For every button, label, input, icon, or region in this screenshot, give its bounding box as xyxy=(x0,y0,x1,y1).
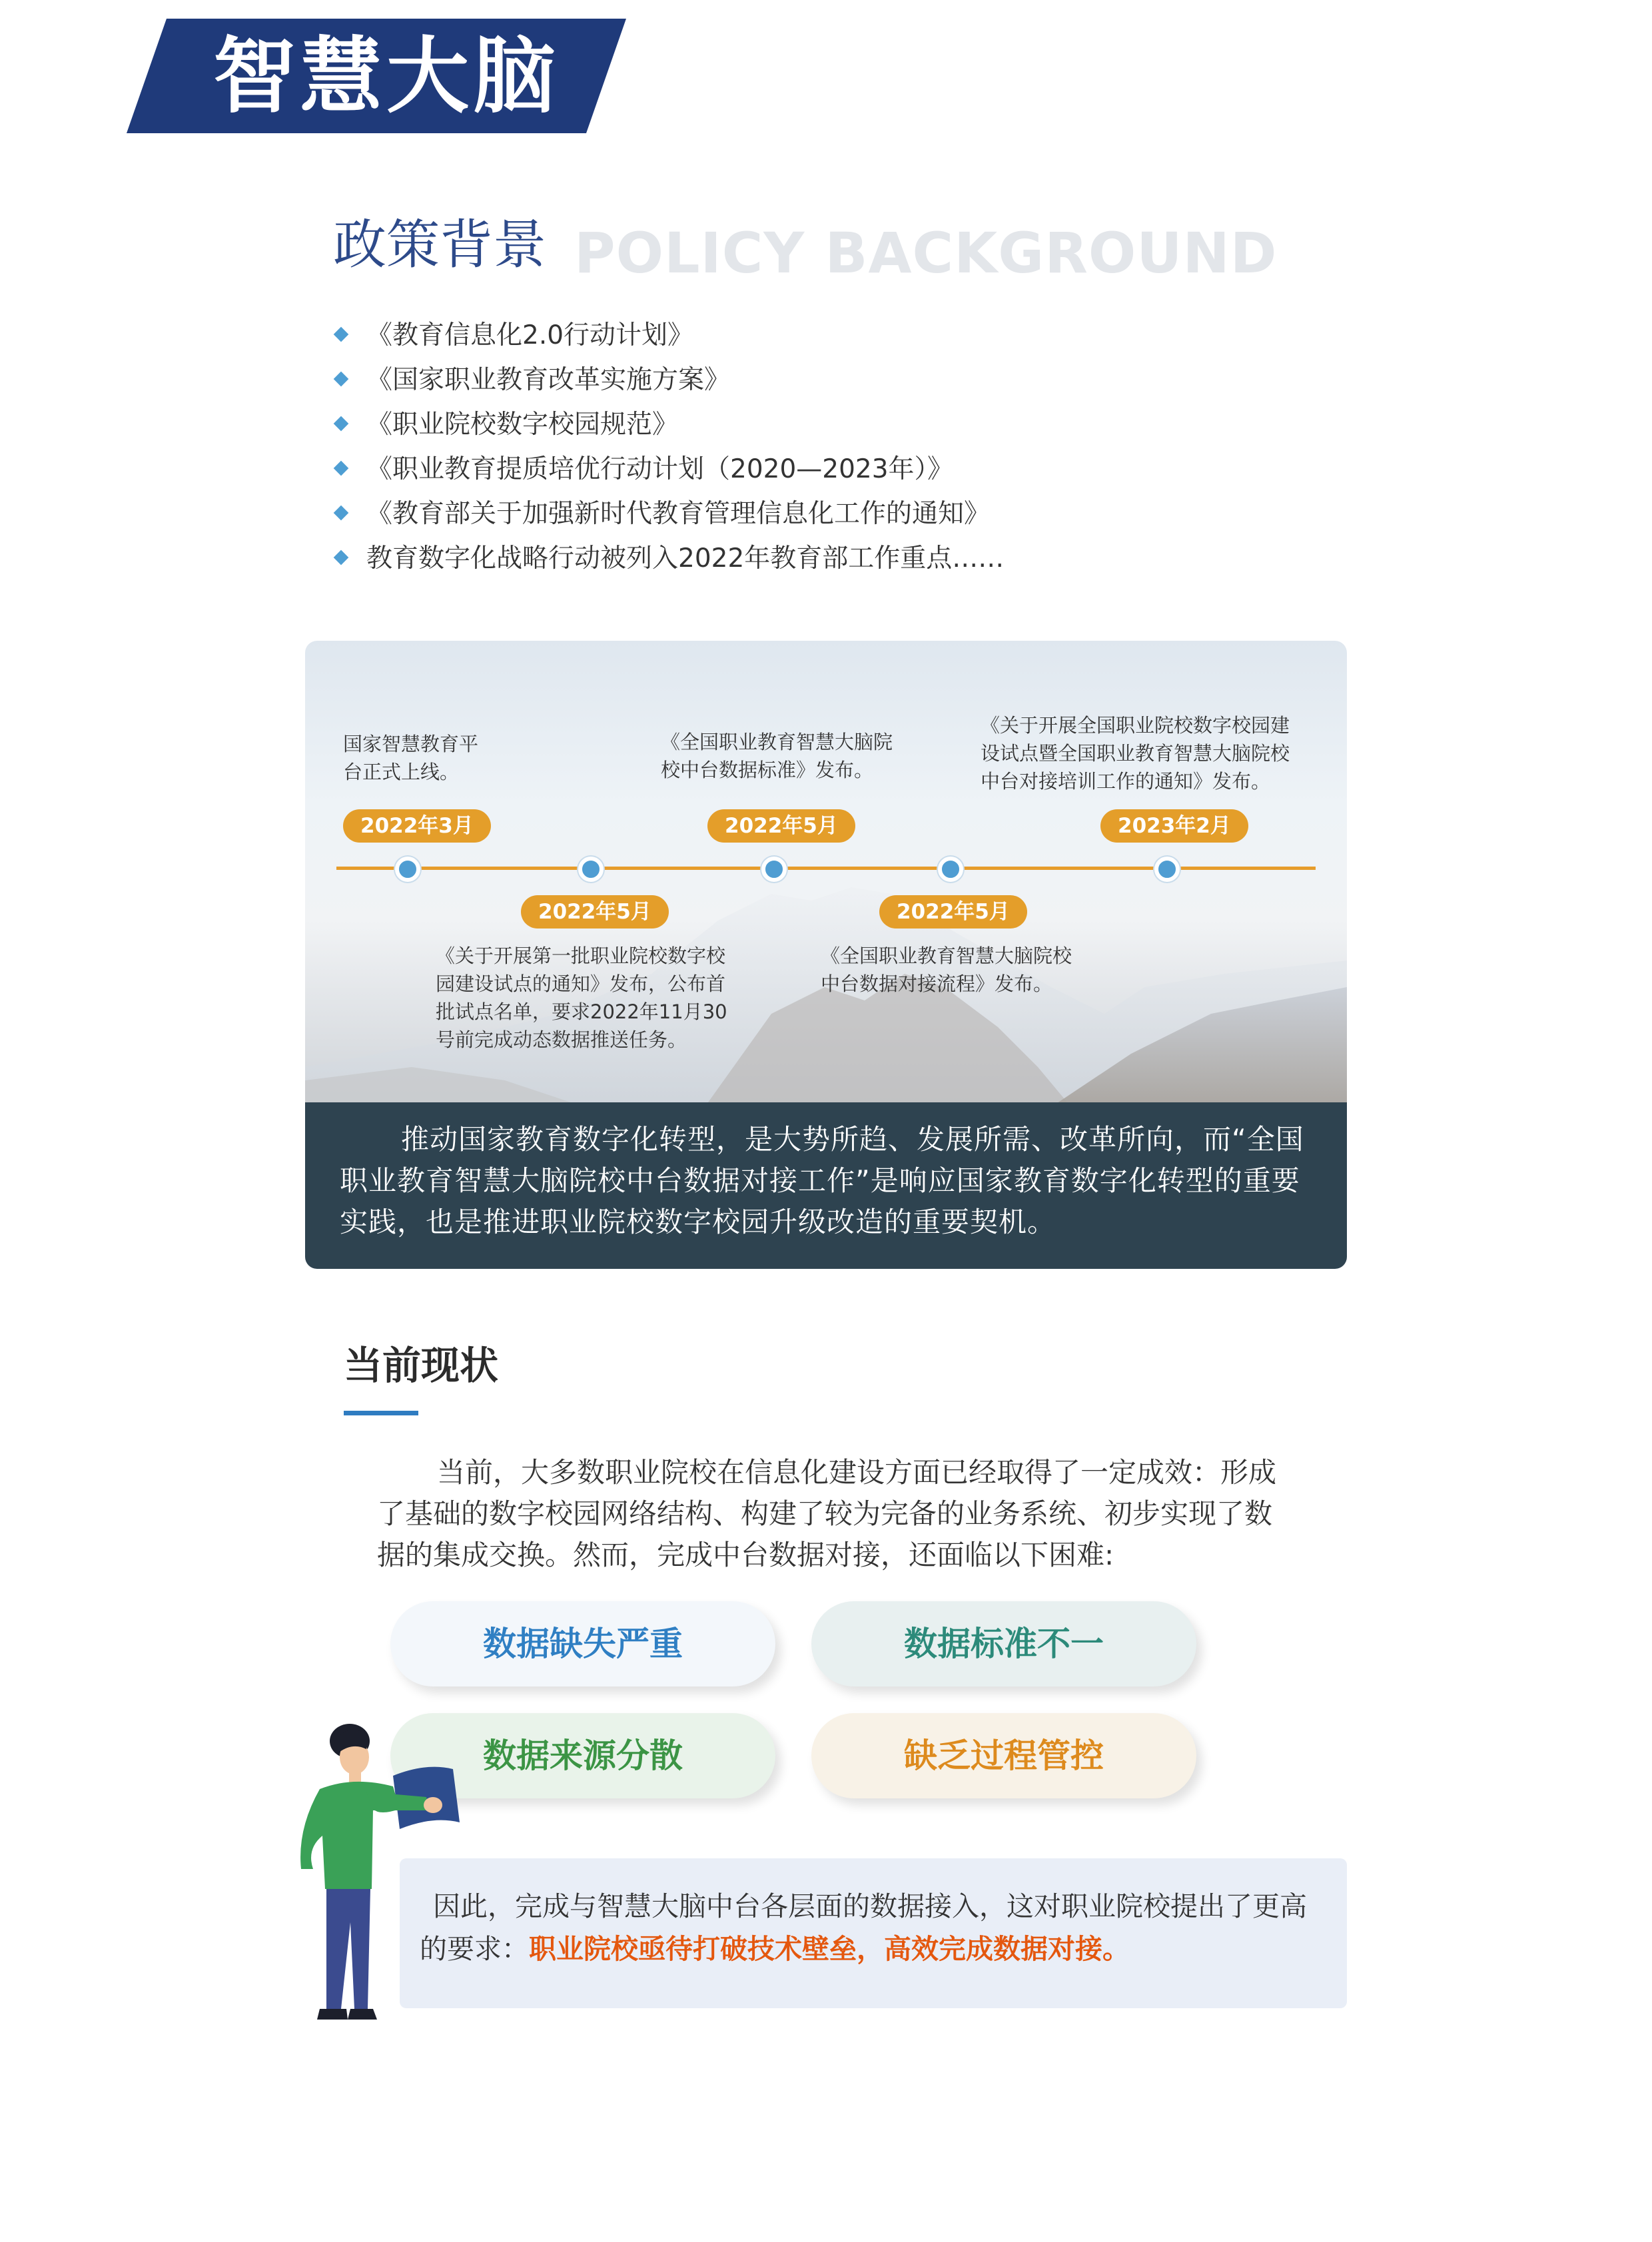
diamond-bullet-icon xyxy=(334,372,349,387)
policy-item: 《教育信息化2.0行动计划》 xyxy=(333,313,1004,358)
timeline-dot xyxy=(395,857,420,882)
timeline-date-badge: 2023年2月 xyxy=(1100,809,1248,843)
timeline-dot xyxy=(1154,857,1180,882)
policy-title: 政策背景 xyxy=(333,214,546,276)
timeline-date-badge: 2022年5月 xyxy=(879,895,1027,929)
conclusion-highlight: 职业院校亟待打破技术壁垒，高效完成数据对接。 xyxy=(529,1933,1130,1965)
policy-item: 《职业院校数字校园规范》 xyxy=(333,402,1004,447)
timeline-dot xyxy=(938,857,963,882)
current-status-paragraph: 当前，大多数职业院校在信息化建设方面已经取得了一定成效：形成了基础的数字校园网络结构、构建了较为完备的业务系统、初步实现了数据的集成交换。然而，完成中台数据对接，还面临以下困难: xyxy=(377,1456,1277,1571)
diamond-bullet-icon xyxy=(334,506,349,521)
policy-item: 《职业教育提质培优行动计划（2020—2023年）》 xyxy=(333,447,1004,492)
title-underline xyxy=(344,1411,418,1415)
conclusion-text: 因此，完成与智慧大脑中台各层面的数据接入，这对职业院校提出了更高的要求：职业院校亟待打破技术壁垒，高效完成数据对接。 xyxy=(420,1890,1307,1965)
difficulty-pill: 缺乏过程管控 xyxy=(811,1713,1196,1798)
diamond-bullet-icon xyxy=(334,461,349,476)
timeline-dot xyxy=(761,857,787,882)
timeline-date-badge: 2022年3月 xyxy=(343,809,491,843)
policy-item: 教育数字化战略行动被列入2022年教育部工作重点…… xyxy=(333,536,1004,581)
summary-text: 推动国家教育数字化转型，是大势所趋、发展所需、改革所向，而“全国职业教育智慧大脑院校中台数据对接工作”是响应国家教育数字化转型的重要实践，也是推进职业院校数字校园升级改造的重要契机。 xyxy=(340,1123,1304,1238)
difficulty-pill: 数据缺失严重 xyxy=(390,1601,775,1686)
diamond-bullet-icon xyxy=(334,416,349,432)
timeline-dot xyxy=(578,857,604,882)
difficulty-pill: 数据来源分散 xyxy=(390,1713,775,1798)
diamond-bullet-icon xyxy=(334,550,349,565)
person-illustration xyxy=(293,1722,466,2029)
timeline-event-text: 国家智慧教育平 台正式上线。 xyxy=(343,733,479,783)
difficulty-pill: 数据标准不一 xyxy=(811,1601,1196,1686)
policy-title-en: POLICY BACKGROUND xyxy=(574,220,1278,286)
policy-list xyxy=(333,313,1004,581)
timeline-event-text: 《全国职业教育智慧大脑院 校中台数据标准》发布。 xyxy=(661,731,893,781)
current-status-title: 当前现状 xyxy=(344,1343,499,1388)
timeline-event-text: 《全国职业教育智慧大脑院校 中台数据对接流程》发布。 xyxy=(821,944,1072,995)
timeline-date-badge: 2022年5月 xyxy=(521,895,669,929)
timeline-date-badge: 2022年5月 xyxy=(707,809,855,843)
policy-item: 《国家职业教育改革实施方案》 xyxy=(333,358,1004,402)
timeline-event-text: 《关于开展第一批职业院校数字校 园建设试点的通知》发布，公布首 批试点名单，要求2022年11月30 号前完成动态数据推送任务。 xyxy=(436,944,727,1051)
policy-item: 《教育部关于加强新时代教育管理信息化工作的通知》 xyxy=(333,492,1004,536)
diamond-bullet-icon xyxy=(334,327,349,342)
timeline-event-text: 《关于开展全国职业院校数字校园建 设试点暨全国职业教育智慧大脑院校 中台对接培训工作的通知》发布。 xyxy=(981,714,1290,793)
page-title: 智慧大脑 xyxy=(213,29,560,125)
